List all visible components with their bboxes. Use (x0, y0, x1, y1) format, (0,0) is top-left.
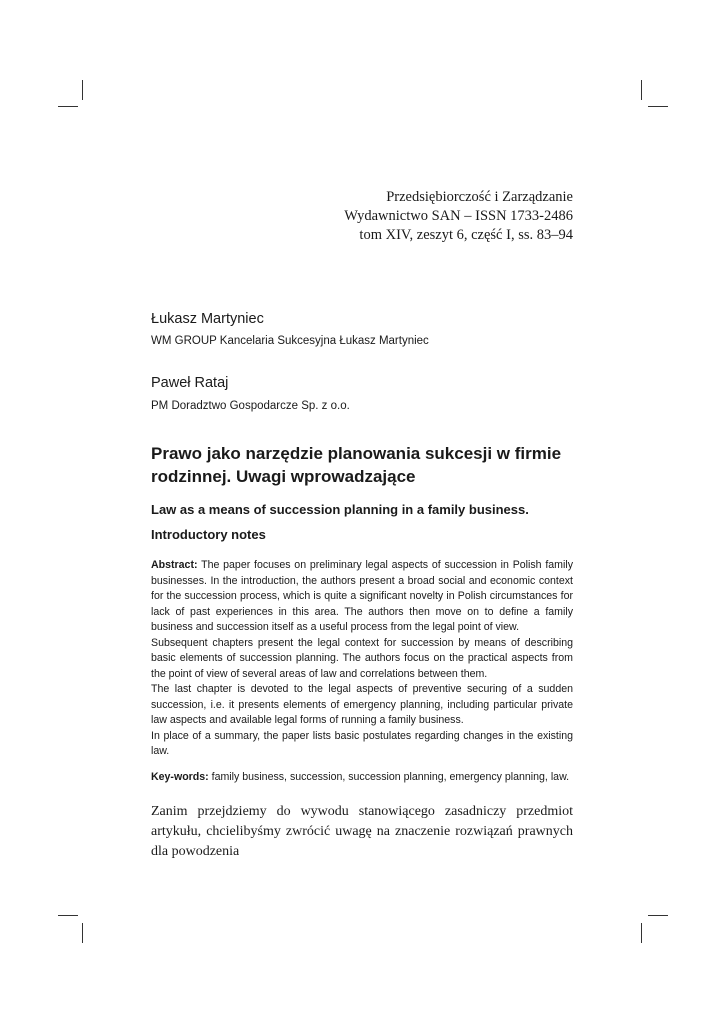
abstract-paragraph-1 (151, 558, 573, 636)
crop-mark (58, 106, 78, 107)
author-name-1: Łukasz Martyniec (151, 311, 264, 327)
crop-mark (641, 80, 642, 100)
body-paragraph: Zanim przejdziemy do wywodu stanowiącego zasadniczy przedmiot artykułu, chcielibyśmy zwrócić uwagę na znaczenie rozwiązań prawnych dla powodzenia (151, 804, 573, 859)
journal-name: Przedsiębiorczość i Zarządzanie (386, 189, 573, 205)
crop-mark (82, 923, 83, 943)
author-affiliation-2: PM Doradztwo Gospodarcze Sp. z o.o. (151, 400, 350, 412)
crop-mark (648, 106, 668, 107)
keywords-text: family business, succession, succession planning, emergency planning, law. (211, 771, 570, 783)
crop-mark (82, 80, 83, 100)
abstract-label: Abstract: (151, 559, 198, 571)
abstract (151, 558, 573, 760)
keywords (151, 770, 573, 785)
author-name-2: Paweł Rataj (151, 375, 229, 391)
abstract-text-1: The paper focuses on preliminary legal aspects of succession in Polish family businesses. In the introduction, the authors present a broad social and economic context for the succession process, which is quite a significant novelty in Polish circumstances for lack of past experiences in this area. The authors then move on to define a family business and succession itself as a useful process from the legal point of view. (151, 559, 573, 633)
abstract-paragraph-4: In place of a summary, the paper lists basic postulates regarding changes in the existing law. (151, 729, 573, 757)
keywords-label: Key-words: (151, 771, 209, 783)
publisher-issn: Wydawnictwo SAN – ISSN 1733-2486 (344, 208, 573, 224)
abstract-paragraph-3: The last chapter is devoted to the legal aspects of preventive securing of a sudden succession, i.e. it presents elements of emergency planning, including particular private law aspects and available legal forms of running a family business. (151, 683, 573, 726)
abstract-paragraph-2: Subsequent chapters present the legal context for succession by means of describing basic elements of succession planning. The authors focus on the practical aspects from the point of view of several areas of law and correlations between them. (151, 636, 573, 680)
author-affiliation-1: WM GROUP Kancelaria Sukcesyjna Łukasz Martyniec (151, 335, 429, 347)
crop-mark (648, 915, 668, 916)
crop-mark (58, 915, 78, 916)
paper-title-pl-line2: rodzinnej. Uwagi wprowadzające (151, 467, 416, 486)
paper-title-en-line2: Introductory notes (151, 527, 266, 542)
paper-title-pl-line1: Prawo jako narzędzie planowania sukcesji w firmie (151, 444, 562, 463)
crop-mark (641, 923, 642, 943)
paper-title-pl (151, 442, 573, 488)
paper-title-en-line1: Law as a means of succession planning in a family business. (151, 502, 529, 517)
journal-header (344, 188, 573, 245)
volume-info: tom XIV, zeszyt 6, część I, ss. 83–94 (359, 227, 573, 243)
